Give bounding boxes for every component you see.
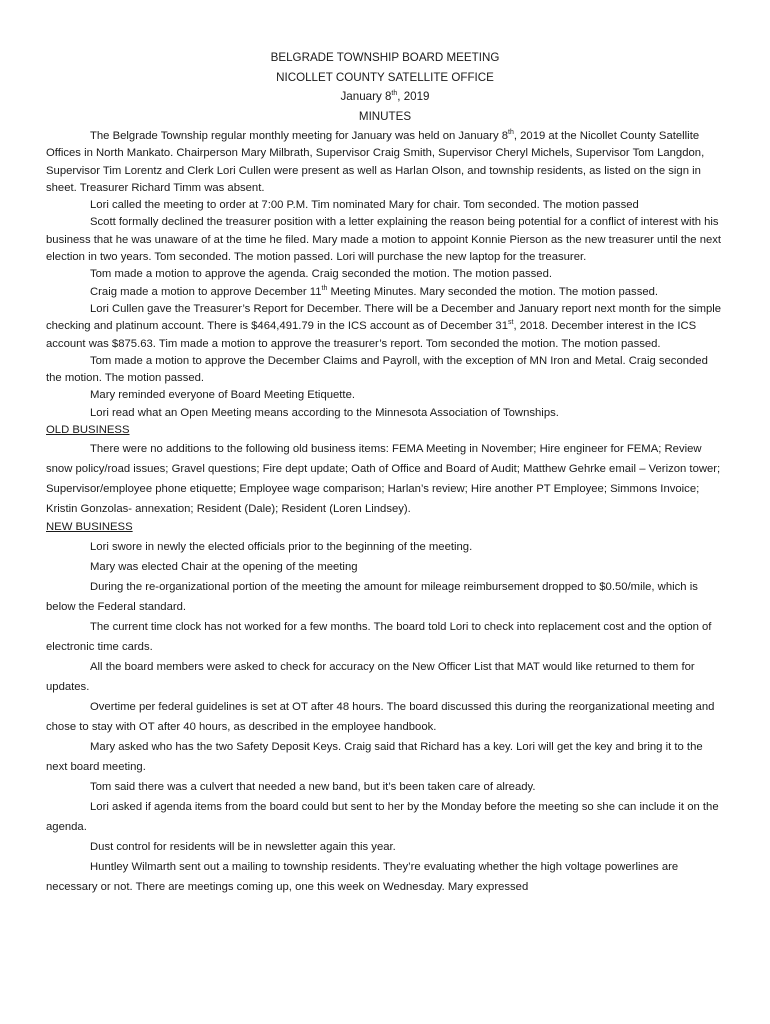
title-line-1: BELGRADE TOWNSHIP BOARD MEETING	[270, 51, 500, 64]
paragraph-new-business-8: Tom said there was a culvert that needed a new band, but it’s been taken care of already.	[90, 780, 536, 793]
paragraph-text: Lori Cullen gave the Treasurer’s Report for December. There will be a December and January report next month for the simple checking and platinum account. There is $464,491.79 in the ICS account as of December 31	[46, 302, 722, 333]
paragraph-etiquette: Mary reminded everyone of Board Meeting Etiquette.	[90, 389, 355, 402]
meeting-date-year: , 2019	[397, 90, 430, 103]
paragraph-text: , 2019 at the Nicollet County Satellite Offices in North Mankato. Chairperson Mary Milbrath, Supervisor Craig Smith, Supervisor Cheryl Michels, Supervisor Tom Langdon, Supervisor Tim Lorentz and Clerk Lori Cullen were present as well as Harlan Olson, and township residents, as listed on the sign in sheet. Treasurer Richard Timm was absent.	[46, 130, 705, 194]
paragraph-text: Meeting Minutes. Mary seconded the motion. The motion passed.	[327, 285, 659, 298]
title-minutes: MINUTES	[358, 109, 412, 123]
paragraph-text: , 2018. December interest in the ICS account was $875.63. Tim made a motion to approve the treasurer’s report. Tom seconded the motion. The motion passed.	[46, 320, 697, 350]
paragraph-new-business-3: During the re-organizational portion of the meeting the amount for mileage reimbursement dropped to $0.50/mile, which is below the Federal standard.	[46, 580, 698, 613]
paragraph-treasurer-report	[46, 301, 724, 353]
paragraph-old-business: There were no additions to the following old business items: FEMA Meeting in November; Hire engineer for FEMA; Review snow policy/road issues; Gravel questions; Fire dept update; Oath of Office and Board of Audit; Matthew Gehrke email – Verizon tower; Supervisor/employee phone etiquette; Employee wage comparison; Harlan’s review; Hire another PT Employee; Simmons Invoice; Kristin Gonzolas- annexation; Resident (Dale); Resident (Loren Lindsey).	[46, 443, 721, 516]
meeting-date	[46, 87, 724, 107]
paragraph-new-business-7: Mary asked who has the two Safety Deposit Keys. Craig said that Richard has a key. Lori will get the key and bring it to the next board meeting.	[46, 740, 703, 773]
paragraph-new-business-1: Lori swore in newly the elected officials prior to the beginning of the meeting.	[90, 540, 473, 553]
title-line-2: NICOLLET COUNTY SATELLITE OFFICE	[276, 70, 494, 84]
section-heading-new-business: NEW BUSINESS	[46, 521, 133, 534]
paragraph-new-business-4: The current time clock has not worked for a few months. The board told Lori to check into replacement cost and the option of electronic time cards.	[46, 620, 712, 653]
paragraph-claims: Tom made a motion to approve the December Claims and Payroll, with the exception of MN Iron and Metal. Craig seconded the motion. The motion passed.	[46, 354, 708, 385]
paragraph-open-meeting: Lori read what an Open Meeting means according to the Minnesota Association of Townships.	[90, 406, 559, 419]
meeting-date-text: January 8	[340, 90, 392, 103]
ordinal-suffix: th	[321, 284, 328, 292]
paragraph-new-business-5: All the board members were asked to check for accuracy on the New Officer List that MAT would like returned to them for updates.	[46, 660, 695, 693]
document-page	[46, 48, 724, 897]
paragraph-text: The Belgrade Township regular monthly meeting for January was held on January 8	[90, 130, 509, 142]
paragraph-attendance	[46, 128, 724, 197]
document-header	[46, 48, 724, 126]
paragraph-new-business-6: Overtime per federal guidelines is set at OT after 48 hours. The board discussed this during the reorganizational meeting and chose to stay with OT after 40 hours, as described in the employee handbook.	[46, 700, 715, 733]
paragraph-minutes-approval	[46, 284, 724, 301]
paragraph-new-business-11: Huntley Wilmarth sent out a mailing to township residents. They’re evaluating whether the high voltage powerlines are necessary or not. There are meetings coming up, one this week on Wednesday. Mary expressed	[46, 860, 679, 893]
ordinal-suffix: st	[508, 319, 514, 327]
ordinal-suffix: th	[508, 129, 514, 137]
meeting-date-suffix: th	[391, 90, 398, 98]
paragraph-text: Craig made a motion to approve December 11	[90, 285, 322, 298]
paragraph-new-business-9: Lori asked if agenda items from the board could but sent to her by the Monday before the meeting so she can include it on the agenda.	[46, 800, 719, 833]
paragraph-treasurer: Scott formally declined the treasurer position with a letter explaining the reason being potential for a conflict of interest with his business that he was unaware of at the time he filed. Mary made a motion to appoint Konnie Pierson as the new treasurer until the next election in two years. Tom seconded. The motion passed. Lori will purchase the new laptop for the treasurer.	[46, 216, 722, 264]
paragraph-call-to-order: Lori called the meeting to order at 7:00 P.M. Tim nominated Mary for chair. Tom seconded. The motion passed	[90, 199, 639, 212]
paragraph-new-business-2: Mary was elected Chair at the opening of the meeting	[90, 560, 358, 573]
paragraph-agenda: Tom made a motion to approve the agenda. Craig seconded the motion. The motion passed.	[90, 268, 552, 281]
paragraph-new-business-10: Dust control for residents will be in newsletter again this year.	[90, 840, 396, 853]
section-heading-old-business: OLD BUSINESS	[46, 424, 130, 437]
